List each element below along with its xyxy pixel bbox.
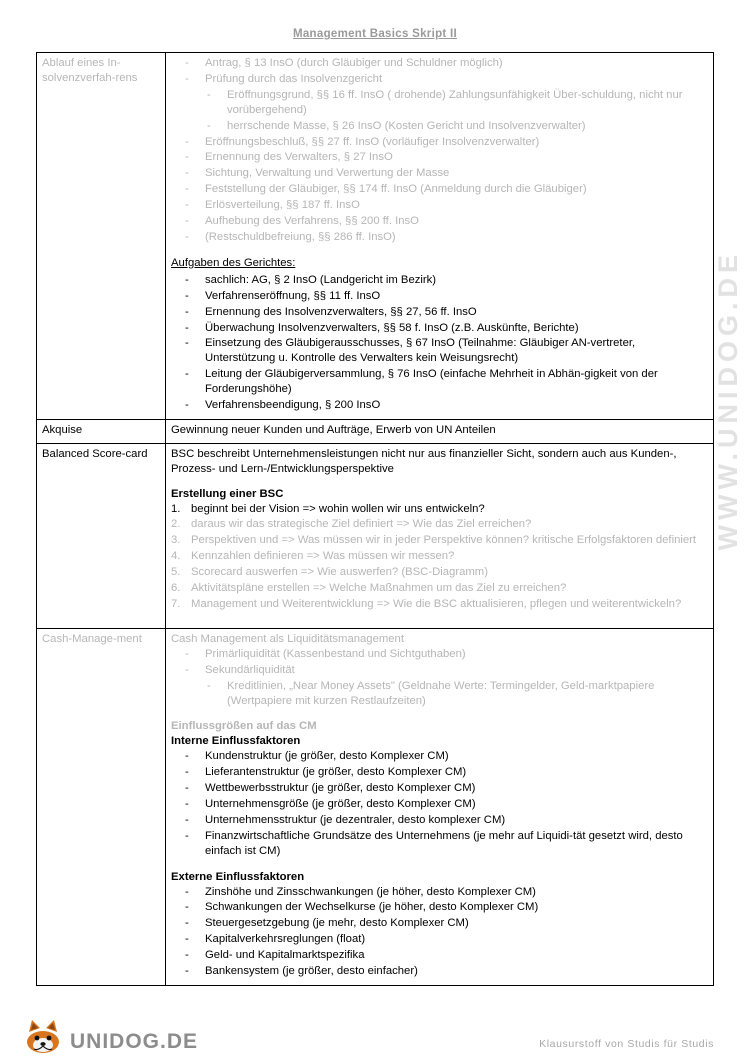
cm-faded-sublist: [171, 679, 708, 709]
list-item: - Ernennung des Verwalters, § 27 InsO: [171, 150, 708, 165]
list-item: - herrschende Masse, § 26 InsO (Kosten Gericht und Insolvenzverwalter): [171, 119, 708, 134]
list-item: - Einsetzung des Gläubigerausschusses, § 67 InsO (Teilnahme: Gläubiger AN-vertreter, Unterstützung u. Kontrolle des Verwalters kein Weisungsrecht): [171, 336, 708, 366]
list-item: - Aufhebung des Verfahrens, §§ 200 ff. InsO: [171, 214, 708, 229]
list-item: - Primärliquidität (Kassenbestand und Sichtguthaben): [171, 647, 708, 662]
list-item: - sachlich: AG, § 2 InsO (Landgericht im Bezirk): [171, 273, 708, 288]
list-item: - Feststellung der Gläubiger, §§ 174 ff. InsO (Anmeldung durch die Gläubiger): [171, 182, 708, 197]
list-item: Aktivitätspläne erstellen => Welche Maßnahmen um das Ziel zu erreichen?: [191, 582, 567, 595]
list-item: - Unternehmensstruktur (je dezentraler, desto komplexer CM): [171, 813, 708, 828]
faded-sublist: [171, 88, 708, 134]
row-value-akquise: Gewinnung neuer Kunden und Aufträge, Erwerb von UN Anteilen: [166, 419, 714, 443]
list-item: - Eröffnungsgrund, §§ 16 ff. InsO ( drohende) Zahlungsunfähigkeit Über-schuldung, nicht nur vorübergehend): [171, 88, 708, 118]
list-item: - Leitung der Gläubigerversammlung, § 76 InsO (einfache Mehrheit in Abhän-gigkeit von der Forderungshöhe): [171, 367, 708, 397]
faded-list-bottom: [171, 135, 708, 245]
content-table: [36, 52, 714, 986]
bsc-steps-list: [171, 502, 708, 612]
list-item: Scorecard auswerfen => Wie auswerfen? (BSC-Diagramm): [191, 566, 488, 579]
subheading-aufgaben-des-gerichtes: Aufgaben des Gerichtes:: [171, 256, 296, 269]
table-row: [37, 419, 714, 443]
footer-tagline: Klausurstoff von Studis für Studis: [539, 1038, 714, 1050]
table-row: [37, 53, 714, 420]
row-key-balanced-scorecard: Balanced Score-card: [37, 443, 166, 628]
list-item: - Kundenstruktur (je größer, desto Komplexer CM): [171, 749, 708, 764]
list-item: Kennzahlen definieren => Was müssen wir messen?: [191, 550, 455, 563]
cm-subtitle: Cash Management als Liquiditätsmanagement: [171, 632, 404, 645]
aufgaben-list: [171, 273, 708, 413]
row-key-cash-management: Cash-Manage-ment: [37, 628, 166, 985]
list-item: - (Restschuldbefreiung, §§ 286 ff. InsO): [171, 230, 708, 245]
list-item: - Sichtung, Verwaltung und Verwertung der Masse: [171, 166, 708, 181]
watermark: WWW.UNIDOG.DE: [713, 250, 743, 551]
list-item: - Wettbewerbsstruktur (je größer, desto Komplexer CM): [171, 781, 708, 796]
row-value-insolvenzverfahren: [166, 53, 714, 420]
list-item: - Kapitalverkehrsreglungen (float): [171, 932, 708, 947]
faded-list-top: [171, 56, 708, 87]
list-item: - Überwachung Insolvenzverwalters, §§ 58 f. InsO (z.B. Auskünfte, Berichte): [171, 321, 708, 336]
list-item: - Finanzwirtschaftliche Grundsätze des Unternehmens (je mehr auf Liquidi-tät gesetzt wird, desto einfach ist CM): [171, 829, 708, 859]
row-key-akquise: Akquise: [37, 419, 166, 443]
page-title: Management Basics Skript II: [292, 28, 458, 40]
subheading-externe-einflussfaktoren: Externe Einflussfaktoren: [171, 870, 305, 883]
row-key-insolvenzverfahren: Ablauf eines In-solvenzverfah-rens: [37, 53, 166, 420]
list-item: beginnt bei der Vision => wohin wollen wir uns entwickeln?: [191, 502, 485, 515]
list-item: - Verfahrenseröffnung, §§ 11 ff. InsO: [171, 289, 708, 304]
table-row: [37, 443, 714, 628]
footer-logo-text: UNIDOG.DE: [70, 1030, 199, 1053]
subheading-erstellung-einer-bsc: Erstellung einer BSC: [171, 487, 284, 500]
list-item: - Ernennung des Insolvenzverwalters, §§ 27, 56 ff. InsO: [171, 305, 708, 320]
cm-faded-list: [171, 647, 708, 678]
list-item: Perspektiven und => Was müssen wir in jeder Perspektive können? kritische Erfolgsfaktoren definiert: [191, 534, 697, 547]
list-item: - Eröffnungsbeschluß, §§ 27 ff. InsO (vorläufiger Insolvenzverwalter): [171, 135, 708, 150]
fox-logo-icon: [22, 1016, 66, 1056]
footer-logo: [22, 1016, 198, 1056]
list-item: - Unternehmensgröße (je größer, desto Komplexer CM): [171, 797, 708, 812]
list-item: Management und Weiterentwicklung => Wie die BSC aktualisieren, pflegen und weiterentwickeln?: [191, 598, 682, 610]
list-item: - Antrag, § 13 InsO (durch Gläubiger und Schuldner möglich): [171, 56, 708, 71]
list-item: - Zinshöhe und Zinsschwankungen (je höher, desto Komplexer CM): [171, 885, 708, 900]
list-item: - Bankensystem (je größer, desto einfacher): [171, 964, 708, 979]
internal-factors-list: [171, 749, 708, 858]
subheading-einflussgroessen: Einflussgrößen auf das CM: [171, 720, 317, 733]
bsc-definition: BSC beschreibt Unternehmensleistungen nicht nur aus finanzieller Sicht, sondern auch aus Kunden-, Prozess- und Lern-/Entwicklungsperspektive: [171, 447, 677, 475]
list-item: - Lieferantenstruktur (je größer, desto Komplexer CM): [171, 765, 708, 780]
row-value-balanced-scorecard: [166, 443, 714, 628]
subheading-interne-einflussfaktoren: Interne Einflussfaktoren: [171, 735, 301, 748]
list-item: - Kreditlinien, „Near Money Assets" (Geldnahe Werte: Termingelder, Geld-marktpapiere (Wertpapiere mit kurzen Restlaufzeiten): [171, 679, 708, 709]
list-item: - Sekundärliquidität: [171, 663, 708, 678]
table-row: [37, 628, 714, 985]
list-item: - Erlösverteilung, §§ 187 ff. InsO: [171, 198, 708, 213]
list-item: - Schwankungen der Wechselkurse (je höher, desto Komplexer CM): [171, 900, 708, 915]
list-item: - Prüfung durch das Insolvenzgericht: [171, 72, 708, 87]
list-item: - Geld- und Kapitalmarktspezifika: [171, 948, 708, 963]
list-item: - Steuergesetzgebung (je mehr, desto Komplexer CM): [171, 916, 708, 931]
list-item: - Verfahrensbeendigung, § 200 InsO: [171, 398, 708, 413]
row-value-cash-management: [166, 628, 714, 985]
external-factors-list: [171, 885, 708, 979]
list-item: daraus wir das strategische Ziel definiert => Wie das Ziel erreichen?: [191, 518, 532, 531]
